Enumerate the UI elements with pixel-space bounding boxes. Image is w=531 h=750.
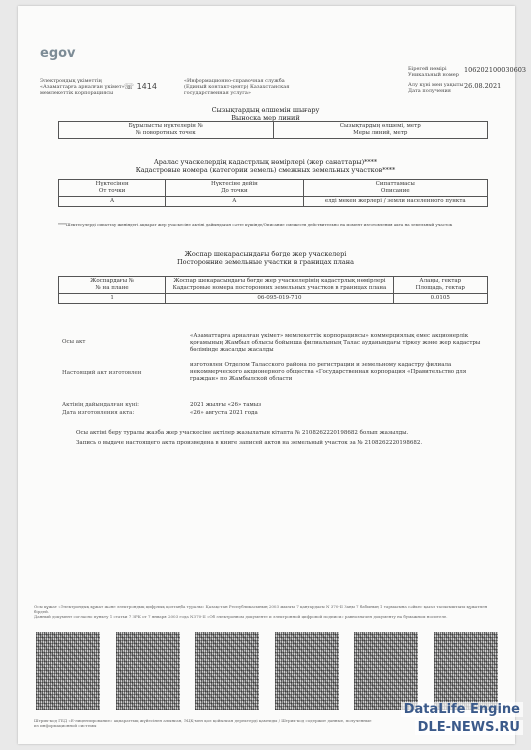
act-made-value-kz: «Азаматтарға арналған үкімет» мемлекеттік корпорациясы» коммерциялық емес акционерлік қоғамының Жамбыл облысы бойынша филиалының Талас ауданындағы тіркеу және жер кадастры бөлімінде жасалды жасалды (190, 333, 481, 353)
barcode-image (434, 632, 498, 710)
col-to-point: Нүктесіне дейін До точки (166, 180, 303, 197)
table-row: А А елді мекен жерлері / земли населенного пункта (59, 197, 488, 207)
act-date-label-kz: Актінің дайындалған күні: (62, 402, 140, 408)
outside-parcels-title: Жоспар шекарасындағы бөгде жер учаскелері Посторонние земельные участки в границах плана (177, 250, 354, 266)
act-record-ru: Запись о выдаче настоящего акта произведена в книге записей актов на земельный участок за № 2108262220198682. (76, 440, 423, 446)
adjacent-title: Аралас учаскелердің кадастрлық нөмірлері (жер санаттары)**** Кадастровые номера (категории земель) смежных земельных участков**** (135, 158, 396, 174)
legal-notice: Осы құжат «Электрондық құжат және электрондық цифрлық қолтаңба туралы» Қазақстан Республикасының 2003 жылғы 7 қаңтардағы N 370-II Заңы 7 бабының 1 тармағына сәйкес қағаз тасығыштағы құжатпен бірдей. Данный документ согласно пункту 1 статьи 7 ЗРК от 7 января 2003 года N370-II «Об электронном документе и электронной цифровой подписи» равнозначен документу на бумажном носителе. (34, 604, 488, 619)
act-made-value-ru: изготовлен Отделом Таласского района по регистрации и земельному кадастру филиала некоммерческого акционерного общества «Государственная корпорация «Правительство для граждан» по Жамбылской области (190, 362, 467, 382)
col-plan-number: Жоспардағы № № на плане (59, 277, 166, 294)
act-date-value-kz: 2021 жылғы «26» тамыз (190, 402, 262, 408)
hotline-number: ☏ 1414 (124, 82, 157, 91)
barcode-image (275, 632, 339, 710)
watermark-title: DataLife Engine (401, 702, 523, 717)
header-organization: Электрондық үкіметтің «Азаматтарға арналған үкімет» мемлекеттік корпорациясы (40, 78, 125, 96)
col-line-measures: Сызықтардың өлшемі, метр Меры линий, метр (273, 122, 488, 139)
adjacent-note: ****Шектесулерді сипаттау жөніндегі ақпарат жер учаскесіне актіні дайындаған сәтте күшінде/Описание смежеств действительно на момент изготовления акта на земельный участок (58, 222, 453, 227)
adjacent-table (58, 179, 488, 207)
act-made-label-ru: Настоящий акт изготовлен (62, 370, 142, 376)
date-received-value: 26.08.2021 (464, 82, 502, 90)
barcode-image (195, 632, 259, 710)
col-turn-points: Бұрылысты нүктелерін № № поворотных точек (59, 122, 274, 139)
act-record-kz: Осы актіні беру туралы жазба жер учаскесіне актілер жазылатын кітапта № 2108262220198682 болып жазылды. (76, 430, 409, 436)
col-from-point: Нүктесінен От точки (59, 180, 166, 197)
barcode-image (36, 632, 100, 710)
watermark-site: DLE-NEWS.RU (415, 720, 523, 735)
header-service-text: «Информационно-справочная служба (Единый контакт-центр) Казахстанская государственная услуга» (184, 78, 290, 96)
phone-icon: ☏ (124, 82, 135, 91)
line-measures-table (58, 121, 488, 139)
lines-title: Сызықтардың өлшемін шығару Выноска мер линий (211, 106, 320, 122)
reg-number-label: Бірегей нөмірі Уникальный номер (408, 66, 459, 78)
barcode-footnote: Штрих-код ГБД «Е-лицензирование» ақпараттық жүйесінен алынған, ЭЦҚ-мен қол қойылған деректерді қамтиды / Штрих-код содержит данные, полученные из информационной системы (34, 718, 372, 728)
reg-number-value: 10620210003060З (464, 66, 526, 74)
col-description: Сипаттамасы Описание (303, 180, 487, 197)
act-date-value-ru: «26» августа 2021 года (190, 410, 258, 416)
col-cadastre-numbers: Жоспар шекарасындағы бөгде жер учаскелерінің кадастрлық нөмірлері Кадастровые номера посторонних земельных участков в границах плана (166, 277, 393, 294)
outside-parcels-table (58, 276, 488, 304)
barcode-image (116, 632, 180, 710)
barcode-image (354, 632, 418, 710)
table-row: 1 06-095-019-710 0.0105 (59, 294, 488, 304)
act-made-label-kz: Осы акт (62, 339, 86, 345)
act-date-label-ru: Дата изготовления акта: (62, 410, 135, 416)
date-received-label: Алу күні мен уақыты Дата получения (408, 82, 464, 94)
egov-logo: egov (40, 46, 76, 61)
col-area: Алаңы, гектар Площадь, гектар (393, 277, 487, 294)
